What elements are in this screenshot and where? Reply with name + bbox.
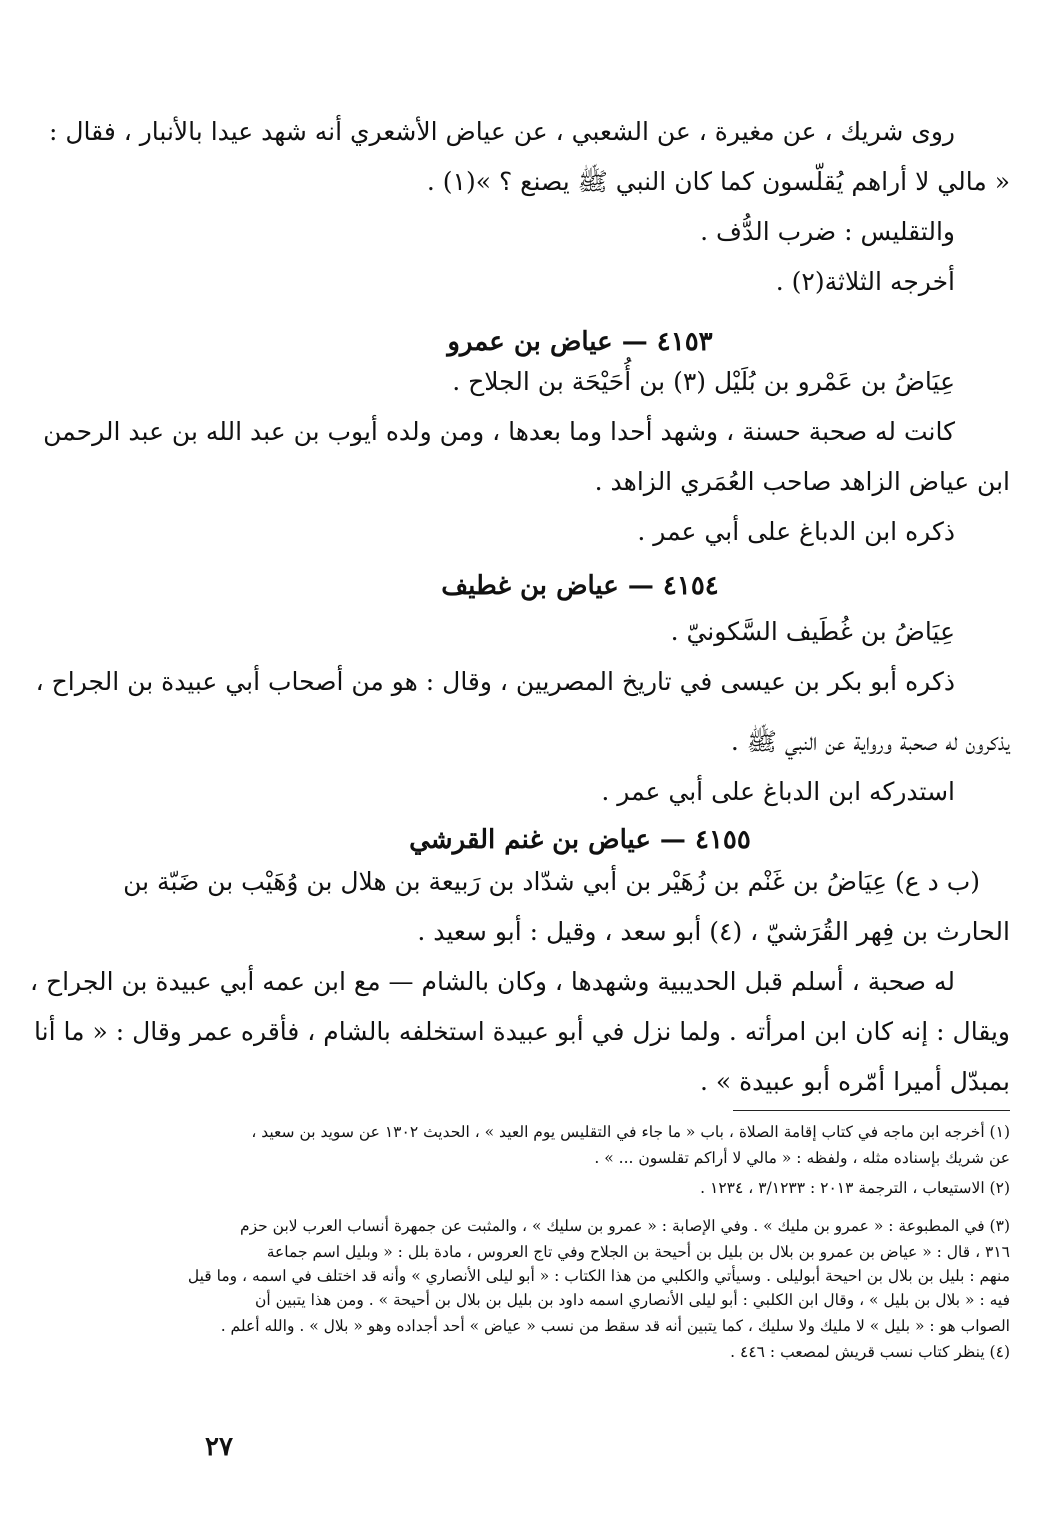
footnote-line: (٣) في المطبوعة : « عمرو بن مليك » . وفي الإصابة : « عمرو بن سليك » ، والمثبت عن جمهرة أنساب العرب لابن حزم bbox=[240, 1217, 1010, 1235]
text-line: ويقال : إنه كان ابن امرأته . ولما نزل في أبو عبيدة استخلفه بالشام ، فأقره عمر وقال : « ما أنا bbox=[34, 1017, 1010, 1046]
footnote-line: (٢) الاستيعاب ، الترجمة ٢٠١٣ : ٣/١٢٣٣ ، ١٢٣٤ . bbox=[700, 1179, 1010, 1197]
text-line: يذكرون له صحبة ورواية عن النبي ﷺ . bbox=[730, 727, 1010, 756]
text-line: بمبدّل أميرا أمّره أبو عبيدة » . bbox=[699, 1067, 1010, 1096]
footnote-line: ٣١٦ ، قال : « عياض بن عمرو بن بلال بن بليل بن أحيحة بن الجلاح وفي تاج العروس ، مادة بلل : « وبليل اسم جماعة bbox=[266, 1243, 1010, 1261]
text-line: كانت له صحبة حسنة ، وشهد أحدا وما بعدها ، ومن ولده أيوب بن عبد الله بن عبد الرحمن bbox=[43, 417, 955, 446]
entry-heading: ٤١٥٤ — عياض بن غطيف bbox=[441, 571, 719, 601]
text-line: « مالي لا أراهم يُقلّسون كما كان النبي ﷺ يصنع ؟ »(١) . bbox=[426, 167, 1010, 196]
page-number: ٢٧ bbox=[205, 1432, 233, 1462]
text-line: روى شريك ، عن مغيرة ، عن الشعبي ، عن عياض الأشعري أنه شهد عيدا بالأنبار ، فقال : bbox=[49, 117, 955, 146]
text-line: عِيَاضُ بن عَمْرو بن بُلَيْل (٣) بن أُحَيْحَة بن الجلاح . bbox=[452, 367, 955, 396]
text-line: عِيَاضُ بن غُطَيف السَّكونيّ . bbox=[670, 617, 955, 646]
text-line: والتقليس : ضرب الدُّف . bbox=[700, 217, 955, 246]
text-line: استدركه ابن الدباغ على أبي عمر . bbox=[601, 777, 955, 806]
footnote-line: فيه : « بلال بن بليل » ، وقال ابن الكلبي : أبو ليلى الأنصاري اسمه داود بن بليل بن بلال بن أحيحة » . ومن هذا يتبين أن bbox=[254, 1291, 1010, 1309]
text-line: ذكره أبو بكر بن عيسى في تاريخ المصريين ، وقال : هو من أصحاب أبي عبيدة بن الجراح ، bbox=[35, 667, 955, 696]
text-line: له صحبة ، أسلم قبل الحديبية وشهدها ، وكان بالشام — مع ابن عمه أبي عبيدة بن الجراح ، bbox=[29, 967, 955, 996]
text-line: ذكره ابن الدباغ على أبي عمر . bbox=[637, 517, 955, 546]
text-line: ابن عياض الزاهد صاحب العُمَري الزاهد . bbox=[594, 467, 1010, 496]
footnote-divider bbox=[733, 1110, 1010, 1111]
entry-heading: ٤١٥٥ — عياض بن غنم القرشي bbox=[409, 825, 751, 855]
text-line: (ب د ع) عِيَاضُ بن غَنْم بن زُهَيْر بن أبي شدّاد بن رَبيعة بن هلال بن وُهَيْب بن ضَبّة بن bbox=[123, 867, 980, 896]
text-line: أخرجه الثلاثة(٢) . bbox=[775, 267, 955, 296]
footnote-line: عن شريك بإسناده مثله ، ولفظه : « مالي لا أراكم تقلسون ... » . bbox=[594, 1149, 1010, 1167]
text-line: الحارث بن فِهر القُرَشيّ ، (٤) أبو سعد ، وقيل : أبو سعيد . bbox=[417, 917, 1010, 946]
footnote-line: (١) أخرجه ابن ماجه في كتاب إقامة الصلاة ، باب « ما جاء في التقليس يوم العيد » ، الحديث ١٣٠٢ عن سويد بن سعيد ، bbox=[251, 1123, 1010, 1141]
footnote-line: (٤) ينظر كتاب نسب قريش لمصعب : ٤٤٦ . bbox=[730, 1343, 1010, 1361]
footnote-line: منهم : بليل بن بلال بن احيحة أبوليلى . وسيأتي والكلبي من هذا الكتاب : « أبو ليلى الأنصاري » وأنه قد اختلف في اسمه ، وما قيل bbox=[187, 1267, 1010, 1285]
entry-heading: ٤١٥٣ — عياض بن عمرو bbox=[447, 327, 713, 357]
footnote-line: الصواب هو : « بليل » لا مليك ولا سليك ، كما يتبين أنه قد سقط من نسب « عياض » أحد أجداده وهو « بلال » . والله أعلم . bbox=[220, 1317, 1010, 1335]
